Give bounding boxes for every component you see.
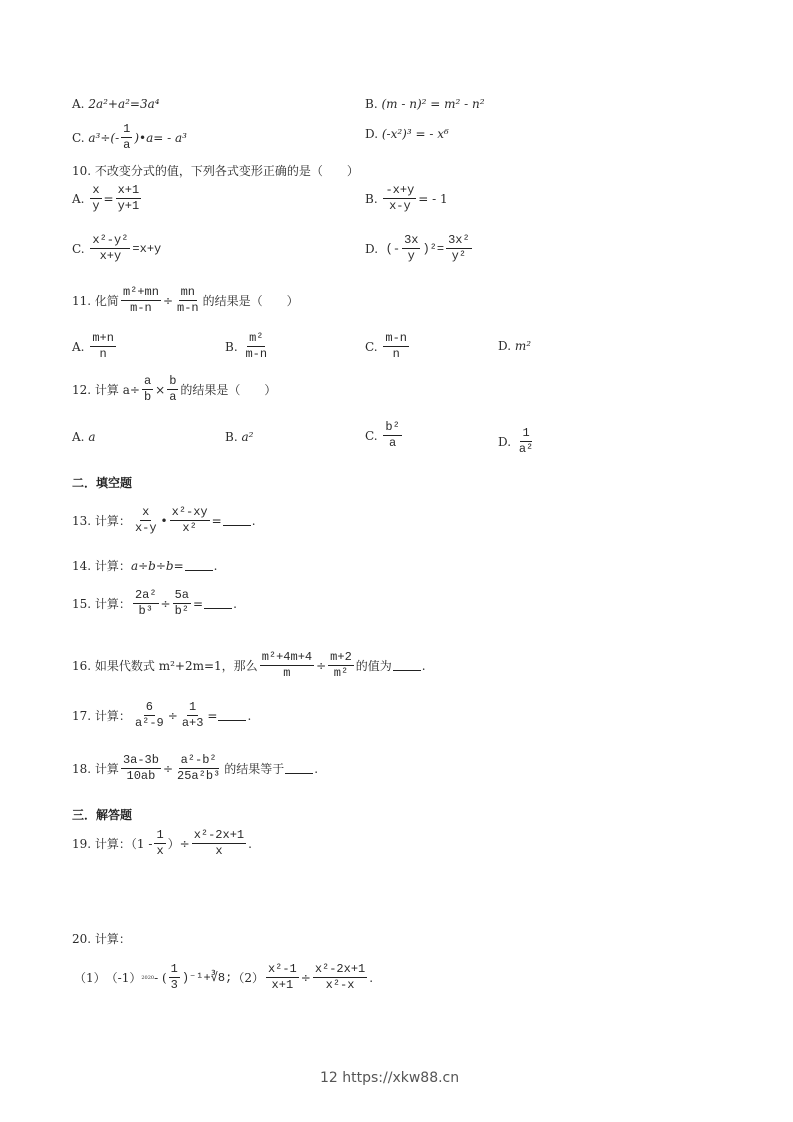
question-text: 如果代数式 m²+2m=1，那么 (94, 659, 258, 673)
option-label: A. (72, 191, 85, 206)
q10-stem (72, 162, 359, 179)
fraction (383, 331, 409, 362)
fraction (173, 588, 191, 619)
divide-sign: ÷ (316, 658, 327, 673)
period: . (421, 658, 426, 673)
option-label: D. (365, 241, 379, 256)
q15 (72, 588, 237, 619)
divide-sign: ）÷ (167, 837, 190, 851)
denominator: m (283, 666, 291, 680)
denominator: y (407, 249, 415, 263)
fraction (90, 331, 116, 362)
period: . (251, 513, 256, 528)
option-label: B. (365, 97, 378, 111)
equals-sign: = (207, 708, 218, 723)
option-label: B. (365, 191, 378, 206)
denominator: x²-x (325, 978, 355, 992)
option-label: C. (365, 339, 378, 354)
equals-sign: = (193, 596, 204, 611)
answer-blank[interactable] (393, 660, 421, 671)
denominator: x+1 (271, 978, 294, 992)
q9-option-a (72, 97, 160, 111)
denominator: n (392, 347, 400, 361)
question-number: 13. (72, 513, 92, 528)
q11-option-d (498, 339, 531, 353)
numerator: m²+mn (122, 285, 159, 299)
denominator: y² (451, 249, 467, 263)
question-text: 计算： (94, 597, 131, 611)
fraction (243, 331, 269, 362)
question-text: 不改变分式的值，下列各式变形正确的是（ ） (94, 164, 359, 178)
denominator: x+y (99, 249, 122, 263)
fraction (175, 285, 201, 316)
fraction (192, 828, 246, 859)
q9-option-d (365, 127, 449, 141)
q13 (72, 505, 256, 536)
question-number: 16. (72, 658, 92, 673)
question-text-tail: 的结果是（ ） (202, 294, 299, 308)
option-expr: (m - n)² = m² - n² (381, 97, 485, 111)
question-number: 11. (72, 293, 92, 308)
option-expr: m² (514, 339, 532, 353)
question-number: 12. (72, 382, 92, 397)
equals-sign: = (103, 191, 114, 206)
denominator: a (169, 390, 177, 404)
denominator: a (123, 138, 131, 152)
q10-option-b (365, 183, 448, 214)
fraction (517, 426, 535, 457)
divide-sign: ÷ (160, 596, 171, 611)
option-rhs: = - 1 (418, 191, 448, 206)
period: . (369, 970, 374, 985)
multiply-sign: × (155, 382, 166, 397)
fraction (133, 588, 159, 619)
fraction (142, 374, 153, 405)
option-label: A. (72, 97, 85, 111)
question-text: 计算： (94, 514, 131, 528)
question-number: 19. (72, 836, 92, 851)
question-text-tail: 的结果是（ ） (180, 383, 277, 397)
part-expr: - ( (154, 970, 167, 985)
fraction (383, 420, 401, 451)
q12-option-a (72, 430, 95, 444)
fraction (121, 285, 161, 316)
q11-option-b (225, 331, 271, 362)
denominator: x (156, 844, 164, 858)
denominator: a²-9 (134, 716, 164, 730)
numerator: 1 (522, 426, 530, 440)
fraction (383, 183, 416, 214)
question-text: 计算： (94, 559, 131, 573)
period: . (233, 596, 237, 611)
numerator: 6 (145, 700, 153, 714)
numerator: m² (249, 331, 264, 345)
period: . (314, 761, 319, 776)
q18 (72, 753, 318, 784)
denominator: a (389, 436, 397, 450)
fraction (180, 700, 206, 731)
q16 (72, 650, 426, 681)
denominator: b² (174, 604, 190, 618)
equals-sign: = (211, 513, 222, 528)
denominator: m² (333, 666, 349, 680)
question-number: 17. (72, 708, 92, 723)
option-expr: a (88, 430, 96, 444)
fraction (121, 753, 161, 784)
option-label: D. (365, 127, 379, 141)
numerator: b² (385, 420, 400, 434)
denominator: x² (182, 521, 197, 535)
numerator: x (142, 505, 150, 519)
denominator: x-y (389, 199, 411, 213)
fraction (90, 233, 130, 264)
divide-sign: ÷ (300, 970, 311, 985)
numerator: 1 (189, 700, 197, 714)
q9-option-b (365, 97, 485, 111)
option-expr: a² (241, 430, 254, 444)
denominator: b³ (138, 604, 153, 618)
q10-option-a (72, 183, 143, 214)
fraction (266, 962, 299, 993)
divide-sign: ÷ (167, 708, 178, 723)
denominator: m-n (245, 347, 268, 361)
question-text: 计算 (94, 762, 119, 776)
dot-sign: • (160, 513, 168, 528)
paren-open: (- (385, 241, 401, 256)
numerator: 2a² (134, 588, 157, 602)
q9-option-c (72, 122, 187, 153)
question-number: 20. (72, 931, 92, 946)
numerator: m+2 (330, 650, 352, 664)
answer-blank[interactable] (185, 560, 213, 571)
question-number: 10. (72, 163, 92, 178)
section-heading-fill-blank: 二．填空题 (72, 476, 133, 490)
part-label: （2） (232, 971, 264, 985)
fraction (169, 962, 180, 993)
numerator: 1 (156, 828, 164, 842)
q12-option-d (498, 426, 537, 457)
section-heading-answer: 三．解答题 (72, 808, 133, 822)
fraction (154, 828, 165, 859)
fraction (121, 122, 132, 153)
q19 (72, 828, 252, 859)
numerator: 3x² (448, 233, 470, 247)
fraction (260, 650, 314, 681)
question-number: 14. (72, 558, 92, 573)
numerator: a²-b² (180, 753, 217, 767)
numerator: m-n (385, 331, 408, 345)
paren-close: )²= (422, 241, 445, 256)
numerator: x²-2x+1 (193, 828, 245, 842)
part-expr: )⁻¹+∛8; (181, 971, 233, 985)
q12-option-b (225, 430, 253, 444)
numerator: x²-y² (92, 233, 129, 247)
question-text: 计算：（1 - (94, 837, 153, 851)
q11-option-c (365, 331, 411, 362)
period: . (248, 836, 252, 851)
numerator: x²-1 (267, 962, 297, 976)
numerator: 1 (170, 962, 178, 976)
denominator: a+3 (181, 716, 204, 730)
numerator: b (169, 374, 177, 388)
denominator: x-y (134, 521, 157, 535)
q11-stem (72, 285, 299, 316)
fraction (116, 183, 142, 214)
denominator: n (99, 347, 107, 361)
denominator: 3 (170, 978, 178, 992)
fraction (170, 505, 210, 536)
q10-option-d (365, 233, 474, 264)
option-expr-pre: a³÷(- (88, 130, 120, 145)
option-label: D. (498, 339, 512, 353)
part-expr: （-1） (105, 971, 142, 985)
part-label: （1） (74, 971, 106, 985)
question-text-tail: 的结果等于 (224, 762, 285, 776)
answer-blank[interactable] (223, 515, 251, 526)
denominator: x (215, 844, 223, 858)
fraction (167, 374, 178, 405)
answer-blank[interactable] (204, 598, 232, 609)
numerator: 3a-3b (122, 753, 159, 767)
fraction (133, 700, 166, 731)
q10-option-c (72, 233, 161, 264)
fraction (313, 962, 367, 993)
option-label: A. (72, 339, 85, 354)
question-text: 化简 (94, 294, 119, 308)
option-label: C. (72, 241, 85, 256)
fraction (175, 753, 222, 784)
denominator: b (143, 390, 152, 404)
option-expr-post: )•a= - a³ (134, 130, 187, 145)
q12-stem (72, 374, 276, 405)
divide-sign: ÷ (162, 293, 174, 308)
option-label: B. (225, 430, 238, 444)
q20-stem (72, 930, 131, 947)
numerator: a (143, 374, 152, 388)
option-rhs: =x+y (132, 241, 162, 256)
question-text: 计算： (94, 709, 131, 723)
numerator: x²-xy (171, 505, 208, 519)
fraction (90, 183, 101, 214)
denominator: y+1 (117, 199, 140, 213)
numerator: 1 (123, 122, 131, 136)
page-footer: 12 https://xkw88.cn (320, 1070, 460, 1086)
fraction (402, 233, 420, 264)
q17 (72, 700, 251, 731)
question-number: 15. (72, 596, 92, 611)
numerator: x+1 (117, 183, 140, 197)
numerator: x²-2x+1 (314, 962, 366, 976)
option-label: C. (72, 130, 85, 145)
numerator: -x+y (385, 183, 415, 197)
numerator: x (92, 183, 100, 197)
denominator: m-n (177, 301, 199, 315)
option-expr: (-x²)³ = - x⁶ (381, 127, 449, 141)
question-number: 18. (72, 761, 92, 776)
q14 (72, 557, 217, 574)
q11-option-a (72, 331, 118, 362)
period: . (247, 708, 252, 723)
q12-option-c (365, 420, 404, 451)
option-expr: 2a²+a²=3a⁴ (88, 97, 160, 111)
denominator: 10ab (126, 769, 156, 783)
option-label: A. (72, 430, 85, 444)
answer-blank[interactable] (285, 763, 313, 774)
denominator: 25a²b³ (177, 769, 221, 783)
numerator: 5a (174, 588, 190, 602)
question-text: 计算： (94, 932, 131, 946)
denominator: y (92, 199, 100, 213)
question-expr: a÷b÷b= (130, 558, 184, 573)
question-text-tail: 的值为 (355, 659, 392, 673)
numerator: m²+4m+4 (261, 650, 313, 664)
q20-parts: （1） （-1） 2020 - ( $\frac{1}{3}$ )⁻¹+∛8; （2） $\frac{\text{x²-1}}{x+1}$ ÷ $\frac{\text{x²-2x+1}}{\text{x²-x}}$ . (74, 962, 374, 992)
option-label: B. (225, 339, 238, 354)
fraction (328, 650, 354, 681)
denominator: a² (518, 442, 534, 456)
fraction (133, 505, 159, 536)
period: . (213, 558, 218, 573)
answer-blank[interactable] (218, 710, 246, 721)
question-text: 计算 a÷ (94, 383, 140, 397)
divide-sign: ÷ (162, 761, 174, 776)
fraction (446, 233, 472, 264)
denominator: m-n (130, 301, 152, 315)
option-label: C. (365, 428, 378, 443)
numerator: m+n (92, 331, 114, 345)
numerator: mn (180, 285, 196, 299)
option-label: D. (498, 434, 512, 449)
numerator: 3x (404, 233, 419, 247)
